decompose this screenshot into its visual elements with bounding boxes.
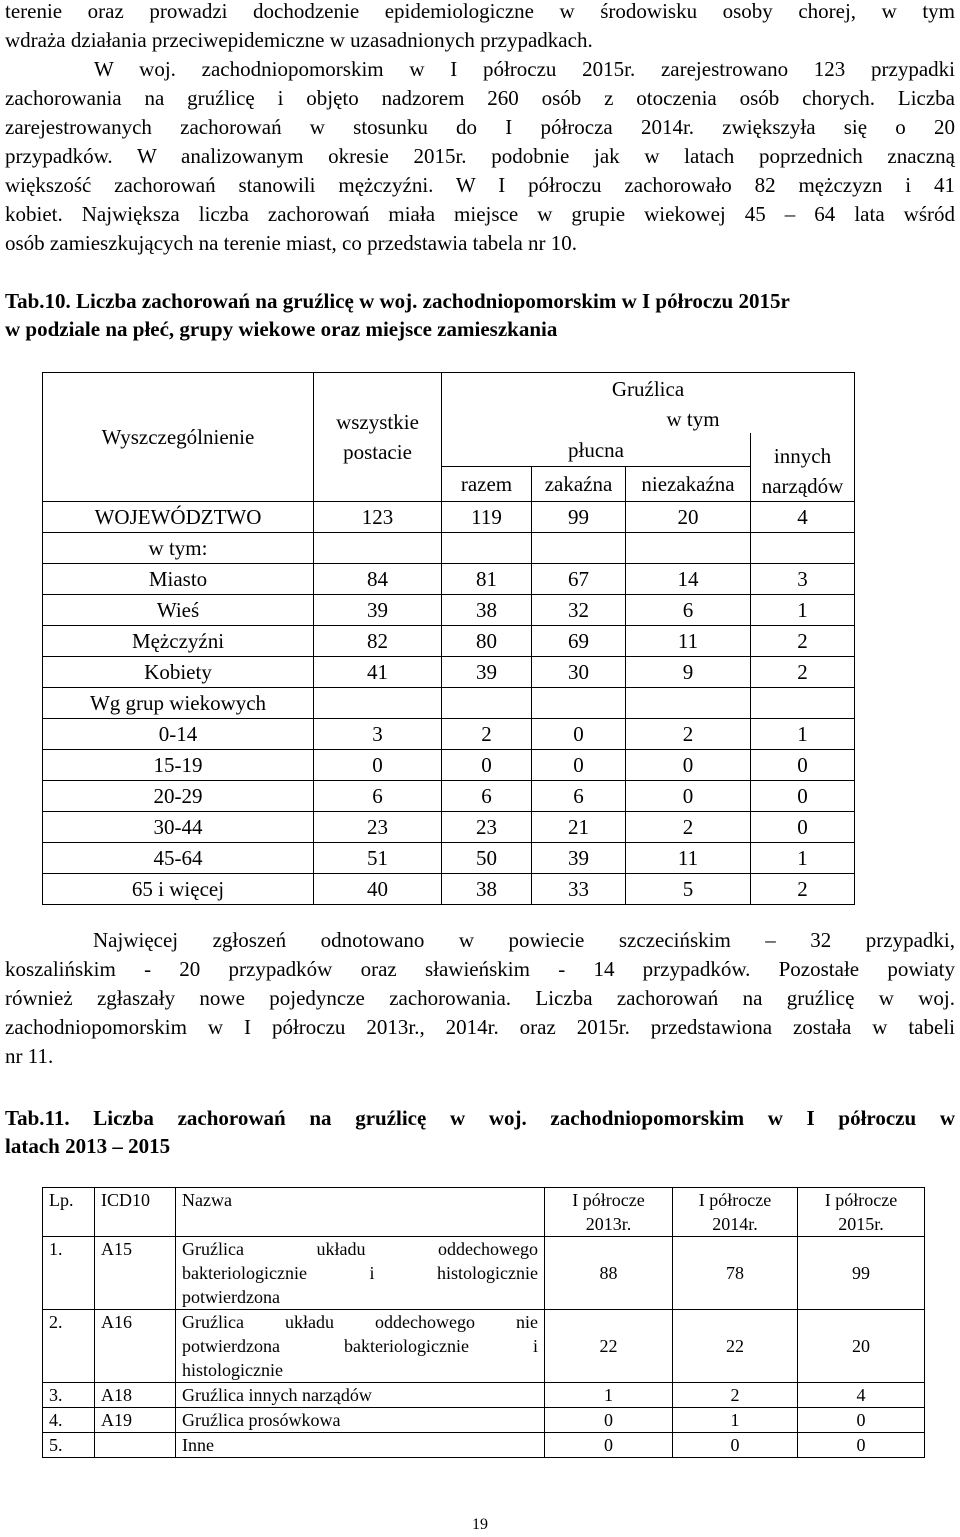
nazwa-line: potwierdzona <box>182 1287 280 1307</box>
nazwa-line: bakteriologicznie i histologicznie <box>182 1263 538 1283</box>
table-10-caption <box>5 287 955 343</box>
table-cell: 14 <box>626 564 751 595</box>
nazwa-line: Inne <box>182 1435 214 1455</box>
caption-line: Tab.11. Liczba zachorowań na gruźlicę w woj. zachodniopomorskim w I półroczu w <box>5 1106 955 1130</box>
table-cell <box>626 533 751 564</box>
table-row <box>43 533 855 564</box>
table-cell: 119 <box>442 502 532 533</box>
table-row <box>43 1433 925 1458</box>
table-cell: 80 <box>442 626 532 657</box>
table-cell: 2 <box>442 719 532 750</box>
table-row <box>43 1383 925 1408</box>
row-icd10: A19 <box>95 1408 176 1433</box>
text-line: nr 11. <box>5 1044 54 1068</box>
text-line: również zgłaszały nowe pojedyncze zachorowania. Liczba zachorowań na gruźlicę w woj. <box>5 986 955 1010</box>
text-line: osób zamieszkujących na terenie miast, co przedstawia tabela nr 10. <box>5 231 578 255</box>
table-cell: 2 <box>626 719 751 750</box>
row-nazwa <box>176 1310 545 1383</box>
table-row <box>43 843 855 874</box>
table-cell: 69 <box>532 626 626 657</box>
table-cell: 50 <box>442 843 532 874</box>
text-line: kobiet. Największa liczba zachorowań miała miejsce w grupie wiekowej 45 – 64 lata wśród <box>5 202 955 226</box>
table-cell: 20 <box>626 502 751 533</box>
row-nazwa <box>176 1408 545 1433</box>
header-2013-label: I półrocze 2013r. <box>572 1190 645 1234</box>
text-line: koszalińskim - 20 przypadków oraz sławieńskim - 14 przypadków. Pozostałe powiaty <box>5 957 955 981</box>
table-cell: 84 <box>314 564 442 595</box>
table-cell: 39 <box>532 843 626 874</box>
table-cell: 1 <box>673 1408 798 1433</box>
nazwa-line: Gruźlica układu oddechowego <box>182 1239 538 1259</box>
row-nazwa <box>176 1237 545 1310</box>
table-cell: 41 <box>314 657 442 688</box>
row-label: 20-29 <box>43 781 314 812</box>
table-cell: 0 <box>798 1408 925 1433</box>
table-cell <box>532 688 626 719</box>
table-cell: 0 <box>314 750 442 781</box>
row-nazwa <box>176 1433 545 1458</box>
table-cell: 21 <box>532 812 626 843</box>
header-plucna: płucna <box>442 433 751 467</box>
table-row <box>43 595 855 626</box>
table-row <box>43 502 855 533</box>
table-cell: 0 <box>545 1408 673 1433</box>
table-row <box>43 781 855 812</box>
table-cell <box>532 533 626 564</box>
table-cell <box>442 688 532 719</box>
table-cell: 39 <box>442 657 532 688</box>
header-2015-label: I półrocze 2015r. <box>824 1190 898 1234</box>
text-line: większość zachorowań stanowili mężczyźni. W I półroczu zachorowało 82 mężczyzn i 41 <box>5 173 955 197</box>
table-cell <box>751 688 855 719</box>
table-cell: 22 <box>545 1310 673 1383</box>
table-cell: 22 <box>673 1310 798 1383</box>
row-label: Kobiety <box>43 657 314 688</box>
text-line: wdraża działania przeciwepidemiczne w uzasadnionych przypadkach. <box>5 28 593 52</box>
nazwa-line: Gruźlica prosówkowa <box>182 1410 341 1430</box>
table-row <box>43 688 855 719</box>
table-row <box>43 1408 925 1433</box>
table-row <box>43 719 855 750</box>
header-2013 <box>545 1188 673 1237</box>
table-cell: 11 <box>626 626 751 657</box>
header-wyszczegolnienie: Wyszczególnienie <box>43 373 314 502</box>
row-icd10: A15 <box>95 1237 176 1310</box>
header-lp: Lp. <box>43 1188 95 1237</box>
table-cell: 0 <box>626 781 751 812</box>
table-cell: 39 <box>314 595 442 626</box>
intro-paragraph <box>5 0 955 258</box>
row-label: WOJEWÓDZTWO <box>43 502 314 533</box>
table-row <box>43 1310 925 1383</box>
table-10 <box>42 372 855 905</box>
table-cell: 2 <box>673 1383 798 1408</box>
table-cell: 81 <box>442 564 532 595</box>
row-label: 0-14 <box>43 719 314 750</box>
table-cell: 2 <box>751 874 855 905</box>
table-11 <box>42 1187 925 1458</box>
table-cell: 1 <box>751 843 855 874</box>
row-label: Wg grup wiekowych <box>43 688 314 719</box>
table-row <box>43 750 855 781</box>
row-label: Mężczyźni <box>43 626 314 657</box>
header-razem: razem <box>442 467 532 502</box>
header-icd10: ICD10 <box>95 1188 176 1237</box>
table-cell: 1 <box>751 719 855 750</box>
table-cell: 0 <box>626 750 751 781</box>
table-cell: 123 <box>314 502 442 533</box>
table-11-caption <box>5 1104 955 1160</box>
table-cell: 99 <box>798 1237 925 1310</box>
row-nazwa <box>176 1383 545 1408</box>
row-label: 15-19 <box>43 750 314 781</box>
page-number: 19 <box>472 1516 488 1533</box>
caption-line: w podziale na płeć, grupy wiekowe oraz miejsce zamieszkania <box>5 317 558 341</box>
table-row <box>43 657 855 688</box>
header-wszystkie-label: wszystkie postacie <box>336 410 419 464</box>
table-cell: 2 <box>751 626 855 657</box>
table-cell: 0 <box>798 1433 925 1458</box>
row-label: w tym: <box>43 533 314 564</box>
caption-line: latach 2013 – 2015 <box>5 1134 171 1158</box>
table-cell: 1 <box>751 595 855 626</box>
table-cell: 0 <box>532 719 626 750</box>
header-zakazna: zakaźna <box>532 467 626 502</box>
table-cell: 33 <box>532 874 626 905</box>
header-2015 <box>798 1188 925 1237</box>
row-label: 30-44 <box>43 812 314 843</box>
header-2014-label: I półrocze 2014r. <box>698 1190 772 1234</box>
second-paragraph <box>5 926 955 1071</box>
table-cell <box>314 533 442 564</box>
table-cell: 38 <box>442 595 532 626</box>
table-cell: 32 <box>532 595 626 626</box>
table-cell: 78 <box>673 1237 798 1310</box>
nazwa-line: histologicznie <box>182 1360 283 1380</box>
header-innych-narzadow <box>751 433 855 502</box>
nazwa-line: Gruźlica innych narządów <box>182 1385 372 1405</box>
table-cell: 9 <box>626 657 751 688</box>
table-cell: 40 <box>314 874 442 905</box>
table-row <box>43 812 855 843</box>
row-lp: 5. <box>43 1433 95 1458</box>
text-line: W woj. zachodniopomorskim w I półroczu 2015r. zarejestrowano 123 przypadki <box>94 57 955 81</box>
table-cell: 0 <box>751 812 855 843</box>
text-line: Najwięcej zgłoszeń odnotowano w powiecie szczecińskim – 32 przypadki, <box>93 928 955 952</box>
table-cell: 2 <box>751 657 855 688</box>
row-icd10: A16 <box>95 1310 176 1383</box>
table-cell: 0 <box>673 1433 798 1458</box>
table-cell: 6 <box>532 781 626 812</box>
table-cell: 0 <box>442 750 532 781</box>
table-cell: 11 <box>626 843 751 874</box>
table-row <box>43 626 855 657</box>
row-label: Miasto <box>43 564 314 595</box>
table-cell: 99 <box>532 502 626 533</box>
table-cell: 0 <box>751 750 855 781</box>
caption-line: Tab.10. Liczba zachorowań na gruźlicę w woj. zachodniopomorskim w I półroczu 2015r <box>5 289 790 313</box>
header-wszystkie-postacie <box>314 373 442 502</box>
nazwa-line: Gruźlica układu oddechowego nie <box>182 1312 538 1332</box>
table-cell: 3 <box>314 719 442 750</box>
row-lp: 3. <box>43 1383 95 1408</box>
table-cell <box>751 533 855 564</box>
table-cell <box>626 688 751 719</box>
table-cell: 88 <box>545 1237 673 1310</box>
row-label: Wieś <box>43 595 314 626</box>
table-cell: 4 <box>798 1383 925 1408</box>
table-cell: 0 <box>751 781 855 812</box>
table-cell: 23 <box>314 812 442 843</box>
table-cell: 67 <box>532 564 626 595</box>
table-cell: 1 <box>545 1383 673 1408</box>
table-cell: 3 <box>751 564 855 595</box>
header-nazwa <box>176 1188 545 1237</box>
table-cell: 0 <box>532 750 626 781</box>
row-lp: 2. <box>43 1310 95 1383</box>
text-line: przypadków. W analizowanym okresie 2015r. podobnie jak w latach poprzednich znaczną <box>5 144 955 168</box>
row-lp: 1. <box>43 1237 95 1310</box>
table-cell: 23 <box>442 812 532 843</box>
table-row <box>43 1237 925 1310</box>
row-icd10 <box>95 1433 176 1458</box>
row-label: 65 i więcej <box>43 874 314 905</box>
table-cell: 38 <box>442 874 532 905</box>
table-cell: 6 <box>314 781 442 812</box>
row-icd10: A18 <box>95 1383 176 1408</box>
nazwa-line: potwierdzona bakteriologicznie i <box>182 1336 538 1356</box>
text-line: zarejestrowanych zachorowań w stosunku do I półrocza 2014r. zwiększyła się o 20 <box>5 115 955 139</box>
table-cell <box>314 688 442 719</box>
row-label: 45-64 <box>43 843 314 874</box>
text-line: terenie oraz prowadzi dochodzenie epidemiologiczne w środowisku osoby chorej, w tym <box>5 0 955 23</box>
table-cell: 6 <box>442 781 532 812</box>
table-cell: 5 <box>626 874 751 905</box>
row-lp: 4. <box>43 1408 95 1433</box>
table-cell: 51 <box>314 843 442 874</box>
table-cell: 30 <box>532 657 626 688</box>
header-nazwa-label: Nazwa <box>182 1190 232 1210</box>
header-w-tym: w tym <box>442 405 855 433</box>
header-innych-label: innych narządów <box>761 444 844 498</box>
header-2014 <box>673 1188 798 1237</box>
header-niezakazna: niezakaźna <box>626 467 751 502</box>
table-cell: 20 <box>798 1310 925 1383</box>
text-line: zachodniopomorskim w I półroczu 2013r., 2014r. oraz 2015r. przedstawiona została w tabeli <box>5 1015 955 1039</box>
text-line: zachorowania na gruźlicę i objęto nadzorem 260 osób z otoczenia osób chorych. Liczba <box>5 86 955 110</box>
table-cell: 2 <box>626 812 751 843</box>
table-row <box>43 564 855 595</box>
table-cell: 6 <box>626 595 751 626</box>
table-row <box>43 874 855 905</box>
header-gruzlica: Gruźlica <box>442 373 855 406</box>
table-cell: 0 <box>545 1433 673 1458</box>
table-cell: 4 <box>751 502 855 533</box>
table-cell: 82 <box>314 626 442 657</box>
table-cell <box>442 533 532 564</box>
